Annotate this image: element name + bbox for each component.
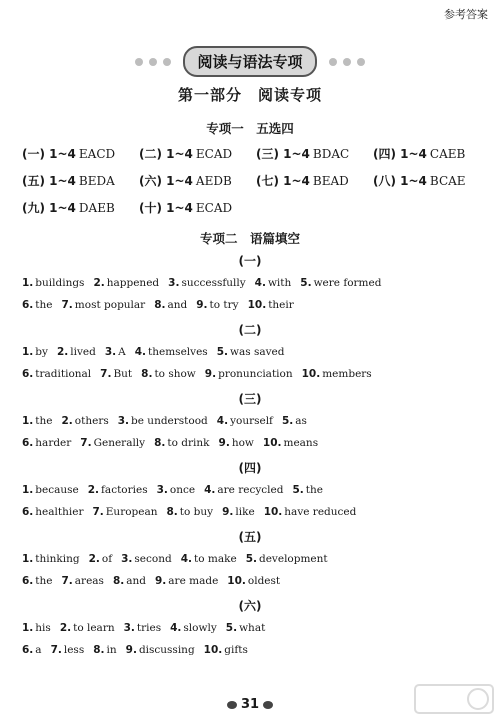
answer-cell-label: (九) 1~4 — [22, 201, 76, 215]
answer-cell-label: (十) 1~4 — [139, 201, 193, 215]
answer-text: and — [126, 575, 146, 587]
answer-cell-value: BEAD — [312, 174, 349, 188]
answer-number: 8. — [154, 299, 166, 311]
answer-text: of — [101, 553, 113, 565]
answer-item — [154, 437, 209, 449]
banner — [0, 46, 500, 77]
answer-item — [89, 553, 113, 565]
answer-item — [22, 277, 84, 289]
answer-item — [141, 368, 196, 380]
leaf-icon — [263, 701, 273, 709]
answer-number: 5. — [300, 277, 312, 289]
answer-item — [100, 368, 132, 380]
answer-line — [22, 644, 492, 656]
answer-number: 3. — [117, 415, 130, 427]
answer-number: 6. — [22, 437, 34, 449]
answer-cell-value: EACD — [78, 147, 116, 161]
answer-text: thinking — [35, 553, 80, 565]
answer-number: 8. — [141, 368, 153, 380]
answer-number: 7. — [61, 299, 73, 311]
answer-text: to show — [154, 368, 196, 380]
answer-number: 4. — [204, 484, 216, 496]
answer-text: the — [35, 299, 53, 311]
answer-item — [196, 299, 238, 311]
answer-number: 3. — [104, 346, 117, 358]
answer-item — [226, 622, 266, 634]
answer-line — [22, 575, 492, 587]
answer-text: discussing — [138, 644, 195, 656]
answer-number: 10. — [263, 506, 283, 518]
answer-cell — [22, 199, 139, 216]
answer-item — [118, 415, 208, 427]
answer-number: 7. — [50, 644, 62, 656]
answer-text: once — [169, 484, 196, 496]
answer-cell — [22, 172, 139, 189]
answer-text: But — [113, 368, 133, 380]
decor-dot — [163, 58, 171, 66]
answer-line — [22, 622, 492, 634]
answer-item — [167, 506, 214, 518]
answer-text: traditional — [35, 368, 92, 380]
answer-text: to learn — [73, 622, 115, 634]
answer-item — [22, 437, 71, 449]
answer-number: 9. — [222, 506, 234, 518]
answer-text: with — [267, 277, 292, 289]
answer-number: 10. — [227, 575, 246, 587]
answer-text: by — [35, 346, 48, 358]
answer-text: their — [268, 299, 294, 311]
answer-item — [282, 415, 307, 427]
answer-text: development — [258, 553, 328, 565]
answer-text: European — [105, 506, 158, 518]
answer-number: 2. — [87, 484, 100, 496]
answer-number: 7. — [80, 437, 92, 449]
answer-number: 9. — [204, 368, 217, 380]
answer-text: tries — [136, 622, 162, 634]
answer-text: as — [295, 415, 307, 427]
answer-number: 7. — [61, 575, 73, 587]
section1-title: 专项一 五选四 — [206, 121, 294, 136]
decor-dot — [149, 58, 157, 66]
answer-cell — [256, 145, 373, 162]
watermark-stamp — [414, 684, 494, 714]
answer-item — [204, 484, 283, 496]
answer-number: 3. — [168, 277, 180, 289]
part-title: 第一部分 阅读专项 — [177, 86, 322, 104]
answer-number: 8. — [93, 644, 105, 656]
answer-number: 2. — [93, 277, 105, 289]
answer-item — [57, 346, 96, 358]
answer-item — [22, 622, 51, 634]
answer-text: second — [134, 553, 172, 565]
answer-item — [124, 622, 162, 634]
answer-item — [51, 644, 85, 656]
answer-item — [62, 415, 109, 427]
answer-grid-row — [22, 194, 492, 221]
answer-number: 3. — [123, 622, 135, 634]
answer-item — [22, 415, 53, 427]
page-number-text: 31 — [240, 697, 260, 712]
answer-text: lived — [70, 346, 96, 358]
answer-number: 4. — [216, 415, 229, 427]
answer-item — [22, 368, 91, 380]
answer-number: 10. — [203, 644, 223, 656]
answer-item — [170, 622, 217, 634]
answer-number: 1. — [22, 553, 34, 565]
answer-cell-value: ECAD — [195, 201, 233, 215]
answer-item — [217, 415, 273, 427]
answer-cell-label: (五) 1~4 — [22, 174, 76, 188]
answer-number: 4. — [254, 277, 266, 289]
answer-number: 6. — [22, 368, 34, 380]
answer-line — [22, 368, 492, 380]
answer-text: his — [35, 622, 51, 634]
answer-text: was saved — [229, 346, 285, 358]
answer-item — [205, 368, 293, 380]
answer-number: 6. — [22, 299, 34, 311]
answer-cell — [139, 172, 256, 189]
answer-number: 7. — [92, 506, 104, 518]
answer-text: areas — [74, 575, 104, 587]
answer-text: A — [118, 346, 126, 358]
answer-number: 1. — [22, 346, 34, 358]
answer-cell-label: (二) 1~4 — [139, 147, 193, 161]
answer-number: 1. — [22, 277, 34, 289]
answer-number: 1. — [22, 415, 34, 427]
answer-item — [181, 553, 237, 565]
answer-item — [248, 299, 294, 311]
answer-grid-row — [22, 140, 492, 167]
answer-cell-label: (四) 1~4 — [373, 147, 427, 161]
answer-cell-value: AEDB — [195, 174, 232, 188]
answer-line — [22, 553, 492, 565]
answer-item — [263, 437, 318, 449]
answer-text: to buy — [179, 506, 214, 518]
answer-item — [60, 622, 115, 634]
answer-number: 10. — [262, 437, 282, 449]
answer-item — [62, 299, 146, 311]
answer-number: 2. — [56, 346, 69, 358]
answer-text: gifts — [224, 644, 248, 656]
answer-item — [227, 575, 280, 587]
answer-item — [113, 575, 146, 587]
answer-line — [22, 484, 492, 496]
answer-text: pronunciation — [218, 368, 293, 380]
answer-cell — [373, 145, 490, 162]
answer-number: 6. — [22, 644, 34, 656]
answer-number: 3. — [156, 484, 168, 496]
answer-number: 9. — [155, 575, 167, 587]
leaf-icon — [227, 701, 237, 709]
answer-item — [168, 277, 246, 289]
answer-text: happened — [106, 277, 160, 289]
answer-number: 2. — [59, 622, 72, 634]
answer-text: in — [106, 644, 117, 656]
answer-number: 8. — [166, 506, 178, 518]
answer-number: 5. — [281, 415, 294, 427]
answer-cell-value: BCAE — [429, 174, 466, 188]
answer-item — [155, 575, 218, 587]
answer-number: 10. — [247, 299, 267, 311]
answer-text: are recycled — [217, 484, 284, 496]
answer-item — [255, 277, 292, 289]
answer-text: less — [63, 644, 85, 656]
answer-item — [93, 644, 116, 656]
subsection-title: (三) — [238, 392, 262, 406]
decor-dot — [135, 58, 143, 66]
answer-item — [22, 553, 80, 565]
answer-number: 8. — [112, 575, 125, 587]
answer-number: 2. — [61, 415, 73, 427]
answer-item — [300, 277, 381, 289]
answer-item — [154, 299, 187, 311]
answer-text: members — [322, 368, 372, 380]
answer-item — [246, 553, 328, 565]
answer-text: what — [239, 622, 266, 634]
answer-number: 2. — [88, 553, 100, 565]
answer-number: 9. — [125, 644, 137, 656]
answer-text: slowly — [183, 622, 217, 634]
answer-text: to drink — [167, 437, 210, 449]
answer-line — [22, 437, 492, 449]
answer-number: 7. — [100, 368, 112, 380]
answer-text: because — [35, 484, 79, 496]
answer-cell — [139, 145, 256, 162]
answer-number: 4. — [170, 622, 182, 634]
answer-item — [88, 484, 148, 496]
answer-line — [22, 346, 492, 358]
section2-title: 专项二 语篇填空 — [199, 231, 300, 246]
subsection-title: (一) — [238, 254, 262, 268]
answer-text: the — [35, 415, 53, 427]
answer-number: 1. — [22, 484, 34, 496]
answer-text: to make — [194, 553, 237, 565]
answer-number: 1. — [22, 622, 34, 634]
subsection-title: (五) — [238, 530, 262, 544]
answer-item — [22, 644, 42, 656]
answer-text: healthier — [35, 506, 84, 518]
answer-text: oldest — [247, 575, 281, 587]
answer-text: like — [235, 506, 255, 518]
answer-cell-value: CAEB — [429, 147, 466, 161]
answer-cell — [373, 172, 490, 189]
banner-title: 阅读与语法专项 — [183, 46, 316, 77]
answer-number: 3. — [121, 553, 133, 565]
answer-item — [62, 575, 104, 587]
section1-answer-grid — [22, 140, 492, 221]
answer-number: 5. — [245, 553, 257, 565]
answer-item — [92, 506, 157, 518]
answer-number: 5. — [292, 484, 304, 496]
answer-text: themselves — [148, 346, 208, 358]
answer-cell-value: BEDA — [78, 174, 115, 188]
answer-number: 4. — [134, 346, 147, 358]
answer-item — [222, 506, 255, 518]
decor-dot — [343, 58, 351, 66]
answer-text: buildings — [35, 277, 85, 289]
answer-number: 9. — [218, 437, 230, 449]
answer-item — [22, 346, 48, 358]
answer-item — [219, 437, 254, 449]
answer-cell — [22, 145, 139, 162]
answer-cell-value: ECAD — [195, 147, 233, 161]
answer-line — [22, 506, 492, 518]
answer-text: successfully — [181, 277, 246, 289]
answer-line — [22, 299, 492, 311]
answer-item — [105, 346, 126, 358]
answer-cell-value: BDAC — [312, 147, 350, 161]
answer-text: yourself — [230, 415, 273, 427]
answer-text: how — [231, 437, 254, 449]
answer-grid-row — [22, 167, 492, 194]
subsection-title: (四) — [238, 461, 262, 475]
answer-line — [22, 277, 492, 289]
answer-text: are made — [168, 575, 219, 587]
subsection-title: (六) — [238, 599, 262, 613]
answer-text: the — [305, 484, 323, 496]
header-label: 参考答案 — [444, 8, 488, 21]
answer-cell-value: DAEB — [78, 201, 115, 215]
answer-text: Generally — [93, 437, 146, 449]
answer-text: the — [35, 575, 53, 587]
answer-number: 6. — [22, 575, 34, 587]
answer-text: others — [74, 415, 109, 427]
decor-dot — [329, 58, 337, 66]
answer-number: 10. — [301, 368, 321, 380]
answer-cell-label: (六) 1~4 — [139, 174, 193, 188]
answer-item — [264, 506, 357, 518]
subsection-title: (二) — [238, 323, 262, 337]
answer-cell — [256, 172, 373, 189]
answer-item — [157, 484, 195, 496]
answer-item — [292, 484, 323, 496]
answer-item — [121, 553, 172, 565]
answer-number: 9. — [196, 299, 208, 311]
answer-item — [93, 277, 159, 289]
answer-number: 4. — [180, 553, 193, 565]
answer-item — [126, 644, 195, 656]
answer-text: to try — [209, 299, 239, 311]
answer-item — [22, 299, 53, 311]
answer-item — [135, 346, 208, 358]
answer-item — [22, 575, 53, 587]
answer-text: be understood — [131, 415, 208, 427]
answer-text: were formed — [313, 277, 382, 289]
answer-item — [217, 346, 285, 358]
answer-cell-label: (八) 1~4 — [373, 174, 427, 188]
answer-cell-label: (七) 1~4 — [256, 174, 310, 188]
answer-text: harder — [35, 437, 72, 449]
answer-text: means — [283, 437, 319, 449]
answer-cell — [139, 199, 256, 216]
answer-item — [204, 644, 248, 656]
decor-dot — [357, 58, 365, 66]
answer-text: most popular — [74, 299, 146, 311]
answer-number: 5. — [216, 346, 228, 358]
answer-item — [80, 437, 145, 449]
answer-number: 8. — [154, 437, 166, 449]
answer-text: have reduced — [284, 506, 357, 518]
answer-number: 6. — [22, 506, 34, 518]
answer-text: a — [35, 644, 42, 656]
answer-text: and — [167, 299, 188, 311]
answer-line — [22, 415, 492, 427]
answer-cell-label: (三) 1~4 — [256, 147, 310, 161]
answer-text: factories — [101, 484, 148, 496]
answer-item — [22, 506, 83, 518]
answer-cell-label: (一) 1~4 — [22, 147, 76, 161]
answer-number: 5. — [225, 622, 238, 634]
answer-item — [302, 368, 372, 380]
answer-item — [22, 484, 79, 496]
